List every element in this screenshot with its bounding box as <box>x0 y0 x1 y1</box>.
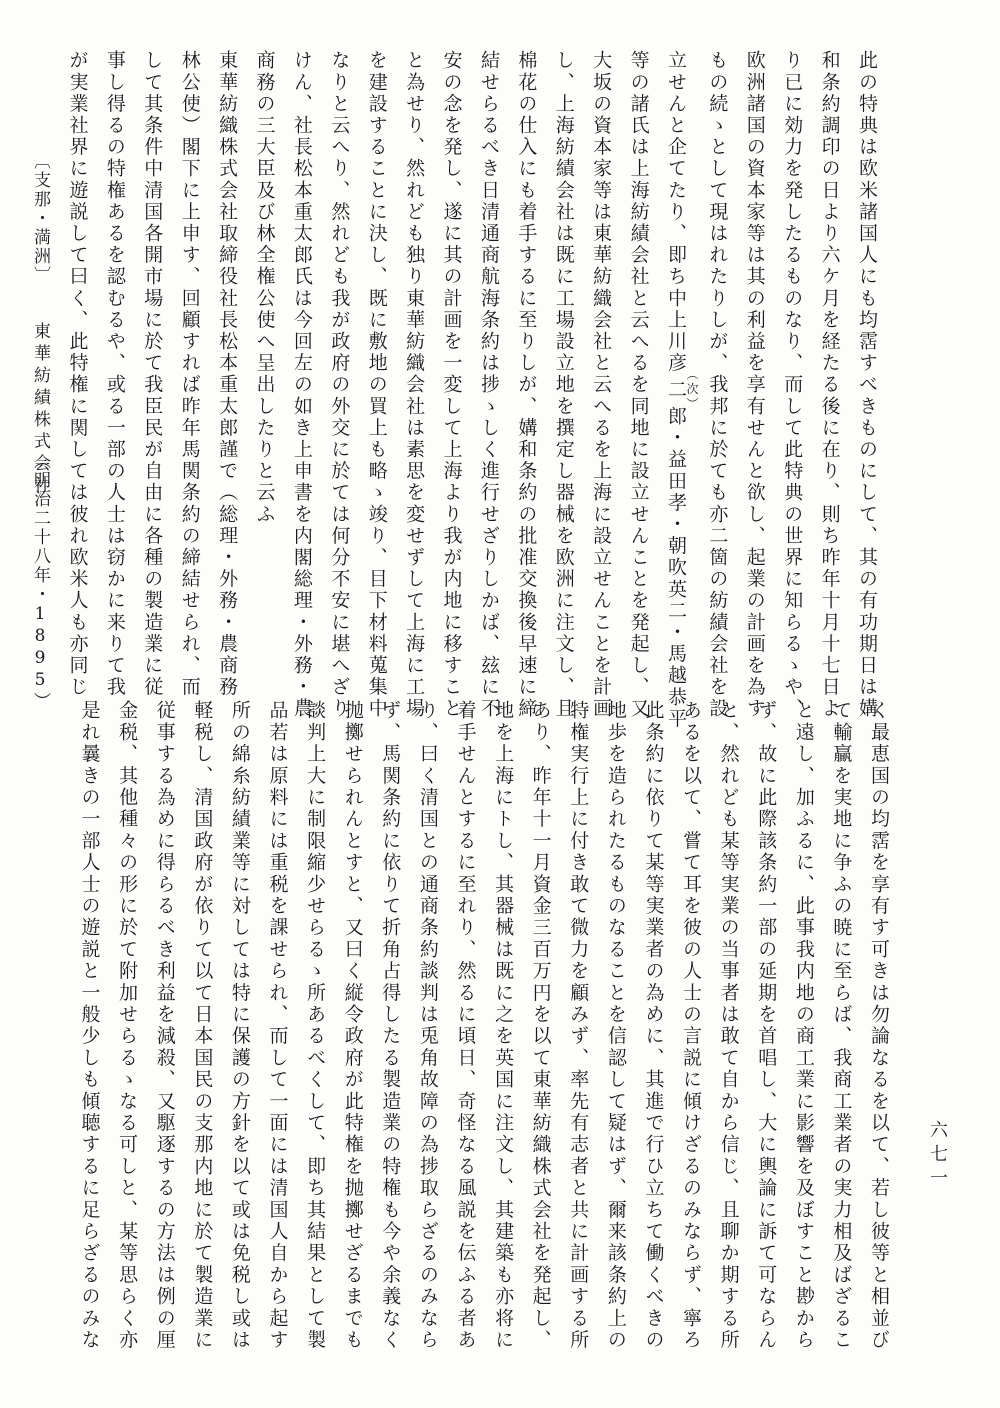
text-column: と為せり、然れども独り東華紡織会社は素思を変せずして上海に工場 <box>403 50 426 720</box>
text-column: と、然れども某等実業の当事者は敢て自から信じ、且聊か期する所 <box>717 700 740 1351</box>
text-column: 棉花の仕入にも着手するに至りしが、媾和条約の批准交換後早速に締 <box>515 50 538 720</box>
text-column: 談判上大に制限縮少せらるゝ所あるべくして、即ち其結果として製 <box>304 700 327 1351</box>
text-column: 結せらるべき日清通商航海条約は捗ゝしく進行せざりしかば、玆に不 <box>477 50 500 720</box>
text-column: して其条件中清国各開市場に於て我臣民が自由に各種の製造業に従 <box>141 50 164 698</box>
running-head-title: 東華紡績株式会社 <box>30 322 50 498</box>
text-column: 東華紡織株式会社取締役社長松本重太郎謹で（総理・外務・農商務 <box>216 50 239 698</box>
text-column: 此の特典は欧米諸国人にも均霑すべきものにして、其の有功期日は媾 <box>856 50 878 720</box>
text-column: く最恵国の均霑を享有す可きは勿論なるを以て、若し彼等と相並び <box>868 700 890 1351</box>
text-column: けん、社長松本重太郎氏は今回左の如き上申書を内閣総理・外務・農 <box>290 50 313 720</box>
text-column: なりと云へり、然れども我が政府の外交に於ては何分不安に堪へざり <box>328 50 351 720</box>
text-column: り、曰く清国との通商条約談判は兎角故障の為捗取らざるのみなら <box>416 700 439 1351</box>
text-column: ず、馬関条約に依りて折角占得したる製造業の特権も今や余義なく <box>379 700 402 1351</box>
text-column: 安の念を発し、遂に其の計画を一変して上海より我が内地に移すこと <box>440 50 463 720</box>
text-column: 品若は原料には重税を課せられ、而して一面には清国人自から起す <box>266 700 289 1351</box>
text-column: 林公使）閣下に上申す、回顧すれば昨年馬関条約の締結せられ、而 <box>178 50 201 698</box>
text-column: 等の諸氏は上海紡績会社と云へるを同地に設立せんことを発起し、又 <box>627 50 650 720</box>
text-column: 此条約に依りて某等実業者の為めに、其進で行ひ立ちて働くべきの <box>642 700 665 1351</box>
page-number: 六七一 <box>927 1120 948 1192</box>
text-column: て輸贏を実地に争ふの暁に至らば、我商工業者の実力相及ばざるこ <box>830 700 853 1351</box>
interlinear-annotation: （次） <box>684 368 699 412</box>
text-column: あるを以て、嘗て耳を彼の人士の言説に傾けざるのみならず、寧ろ <box>680 700 703 1351</box>
text-column: 地歩を造られたるものなることを信認して疑はず、爾来該条約上の <box>604 700 627 1351</box>
text-column: を建設することに決し、既に敷地の買上も略ゝ竣り、目下材料蒐集中 <box>365 50 388 720</box>
ruby-annotation-wrapper: 二（次） <box>664 368 699 412</box>
text-column: 金税、其他種々の形に於て附加せらるゝなる可しと、某等思らく亦 <box>116 700 139 1351</box>
text-column: 商務の三大臣及び林全権公使へ呈出したりと云ふ <box>253 50 276 526</box>
lower-text-block <box>70 700 897 1352</box>
text-column: ず、故に此際該条約一部の延期を首唱し、大に輿論に訴て可ならん <box>755 700 778 1351</box>
running-head-date: （明治二十八年・1895） <box>30 452 50 711</box>
text-column: もの続ゝとして現はれたりしが、我邦に於ても亦二箇の紡績会社を設 <box>706 50 729 720</box>
text-column: と遠し、加ふるに、此事我内地の商工業に影響を及ぼすこと尠から <box>792 700 815 1351</box>
text-column: 所の綿糸紡績業等に対しては特に保護の方針を以て或は免税し或は <box>228 700 251 1352</box>
text-column: あり、昨年十一月資金三百万円を以て東華紡織株式会社を発起し、 <box>529 700 552 1351</box>
text-column: 事し得るの特権あるを認むるや、或る一部の人士は窃かに来りて我 <box>103 50 126 698</box>
text-column: り已に効力を発したるものなり、而して此特典の世界に知らるゝや、 <box>781 50 804 720</box>
text-column: 軽税し、清国政府が依りて以て日本国民の支那内地に於て製造業に <box>191 700 214 1351</box>
upper-text-block <box>58 50 885 730</box>
text-column: 大坂の資本家等は東華紡織会社と云へるを上海に設立せんことを計画 <box>590 50 613 720</box>
text-column: 着手せんとするに至れり、然るに頃日、奇怪なる風説を伝ふる者あ <box>454 700 477 1351</box>
text-column: し、上海紡績会社は既に工場設立地を撰定し器械を欧洲に注文し、且 <box>552 50 575 720</box>
text-column: 従事する為めに得らるべき利益を減殺、又駆逐するの方法は例の厘 <box>153 700 176 1351</box>
text-column: 立せんと企てたり、即ち中上川彦二（次）郎・益田孝・朝吹英二・馬越恭平 <box>664 50 699 730</box>
text-column: 是れ曩きの一部人士の遊説と一般少しも傾聴するに足らざるのみな <box>78 700 101 1351</box>
text-column: 地を上海にトし、其器械は既に之を英国に注文し、其建築も亦将に <box>492 700 515 1351</box>
text-column: が実業社界に遊説して曰く、此特権に関しては彼れ欧米人も亦同じ <box>66 50 89 698</box>
text-column: 抛擲せられんとすと、又曰く縦令政府が此特権を抛擲せざるまでも <box>341 700 364 1351</box>
running-head-section: 〔支那・満洲〕 <box>30 152 50 285</box>
text-column: 特権実行上に付き敢て微力を顧みず、率先有志者と共に計画する所 <box>567 700 590 1352</box>
text-column: 欧洲諸国の資本家等は其の利益を享有せんと欲し、起業の計画を為す <box>743 50 766 720</box>
text-column: 和条約調印の日より六ケ月を経たる後に在り、則ち昨年十月十七日よ <box>818 50 841 720</box>
